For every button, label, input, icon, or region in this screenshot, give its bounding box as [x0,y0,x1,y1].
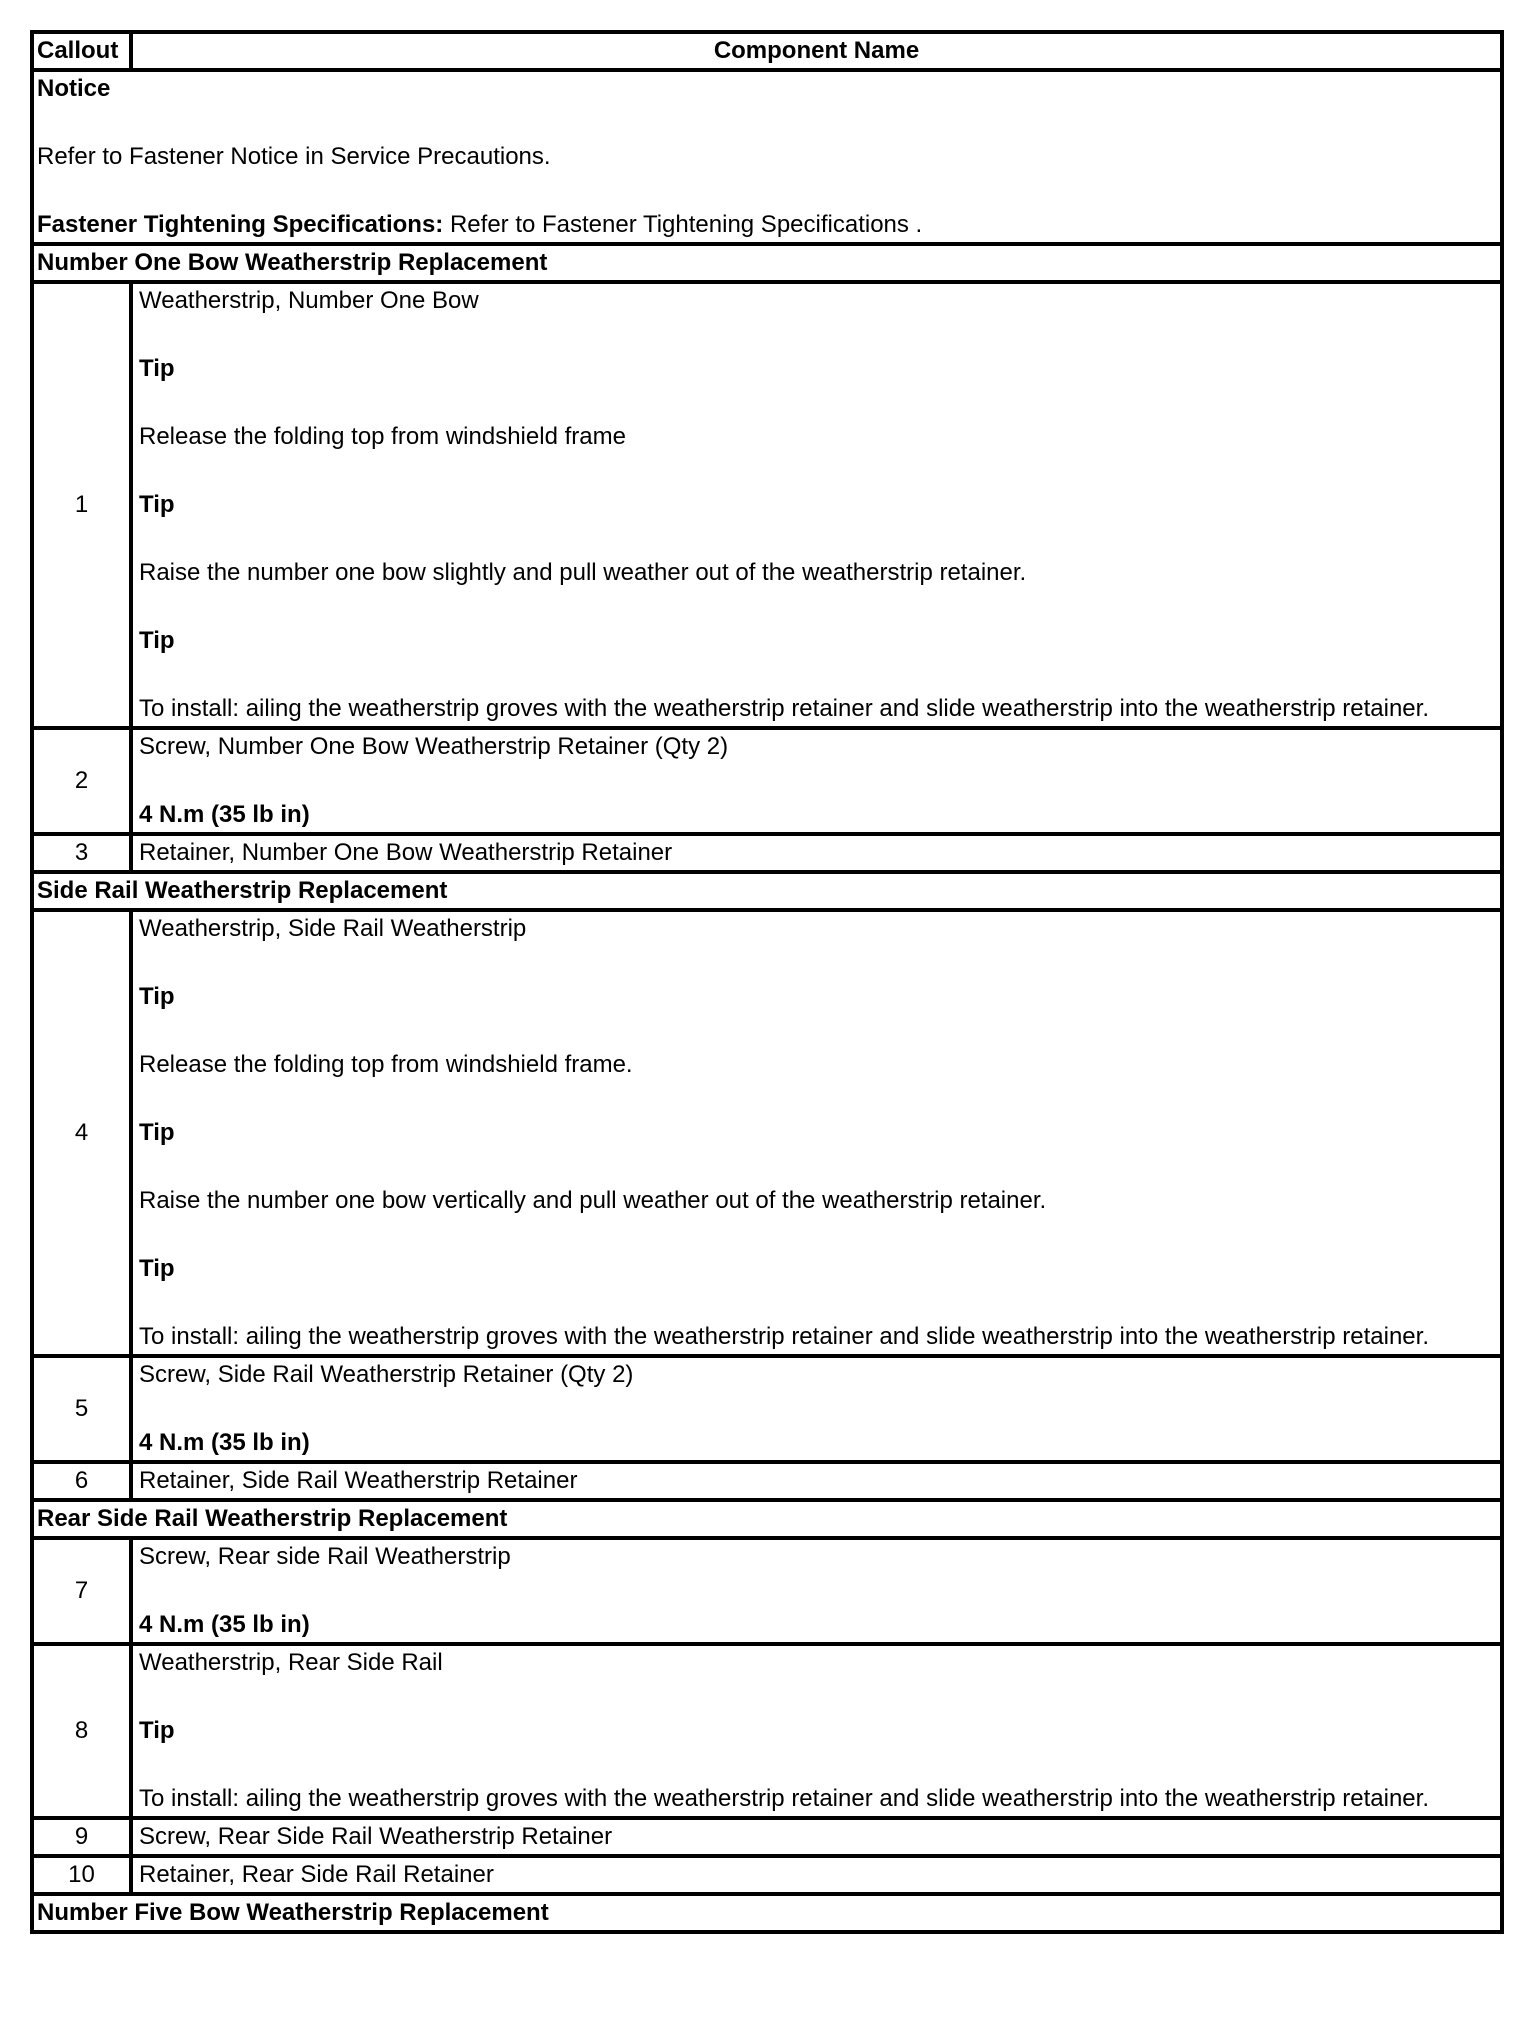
notice-text: Refer to Fastener Notice in Service Precautions. [37,143,551,170]
table-row [32,1818,1502,1856]
tip-label: Tip [139,627,175,654]
tip-label: Tip [139,355,175,382]
callout-number: 8 [32,1644,131,1818]
install-note: To install: ailing the weatherstrip groves with the weatherstrip retainer and slide weatherstrip into the weatherstrip retainer. [139,1785,1429,1812]
section-row [32,244,1502,282]
component-name: Screw, Number One Bow Weatherstrip Retainer (Qty 2) [139,733,729,760]
component-name: Screw, Rear side Rail Weatherstrip [139,1543,511,1570]
install-note: To install: ailing the weatherstrip groves with the weatherstrip retainer and slide weatherstrip into the weatherstrip retainer. [139,695,1429,722]
component-name: Screw, Rear Side Rail Weatherstrip Retainer [131,1818,1502,1856]
tip-text: Release the folding top from windshield frame [139,423,626,450]
component-name: Retainer, Rear Side Rail Retainer [131,1856,1502,1894]
table-row [32,1356,1502,1462]
callout-number: 10 [32,1856,131,1894]
component-name-header: Component Name [131,32,1502,70]
section-row [32,1894,1502,1932]
notice-title: Notice [37,75,111,102]
tip-text: Raise the number one bow slightly and pull weather out of the weatherstrip retainer. [139,559,1027,586]
component-cell [131,1538,1502,1644]
table-row [32,1538,1502,1644]
callout-number: 6 [32,1462,131,1500]
component-name: Screw, Side Rail Weatherstrip Retainer (Qty 2) [139,1361,634,1388]
callout-number: 4 [32,910,131,1356]
callout-number: 5 [32,1356,131,1462]
fastener-spec-text: Refer to Fastener Tightening Specifications . [443,211,923,238]
section-title: Number One Bow Weatherstrip Replacement [32,244,1502,282]
callout-number: 1 [32,282,131,728]
component-name: Retainer, Side Rail Weatherstrip Retainer [131,1462,1502,1500]
tip-label: Tip [139,1717,175,1744]
section-row [32,1500,1502,1538]
tip-text: Release the folding top from windshield frame. [139,1051,633,1078]
torque-spec: 4 N.m (35 lb in) [139,1611,310,1638]
section-title: Rear Side Rail Weatherstrip Replacement [32,1500,1502,1538]
header-row [32,32,1502,70]
component-cell [131,728,1502,834]
table-row [32,1462,1502,1500]
torque-spec: 4 N.m (35 lb in) [139,801,310,828]
component-name: Weatherstrip, Number One Bow [139,287,479,314]
component-name: Retainer, Number One Bow Weatherstrip Retainer [131,834,1502,872]
notice-row [32,70,1502,244]
torque-spec: 4 N.m (35 lb in) [139,1429,310,1456]
component-cell [131,282,1502,728]
tip-label: Tip [139,491,175,518]
callout-number: 7 [32,1538,131,1644]
table-row [32,910,1502,1356]
tip-label: Tip [139,983,175,1010]
component-name: Weatherstrip, Rear Side Rail [139,1649,443,1676]
callout-number: 9 [32,1818,131,1856]
notice-cell [32,70,1502,244]
tip-label: Tip [139,1119,175,1146]
component-table [30,30,1504,1934]
table-row [32,728,1502,834]
component-cell [131,910,1502,1356]
table-row [32,1856,1502,1894]
table-row [32,1644,1502,1818]
install-note: To install: ailing the weatherstrip groves with the weatherstrip retainer and slide weatherstrip into the weatherstrip retainer. [139,1323,1429,1350]
fastener-spec-line [37,208,1494,242]
callout-number: 2 [32,728,131,834]
tip-text: Raise the number one bow vertically and pull weather out of the weatherstrip retainer. [139,1187,1047,1214]
component-cell [131,1644,1502,1818]
fastener-spec-label: Fastener Tightening Specifications: [37,211,444,238]
component-name: Weatherstrip, Side Rail Weatherstrip [139,915,527,942]
section-title: Number Five Bow Weatherstrip Replacement [32,1894,1502,1932]
callout-header: Callout [32,32,131,70]
section-row [32,872,1502,910]
section-title: Side Rail Weatherstrip Replacement [32,872,1502,910]
table-row [32,282,1502,728]
callout-number: 3 [32,834,131,872]
table-row [32,834,1502,872]
component-cell [131,1356,1502,1462]
tip-label: Tip [139,1255,175,1282]
